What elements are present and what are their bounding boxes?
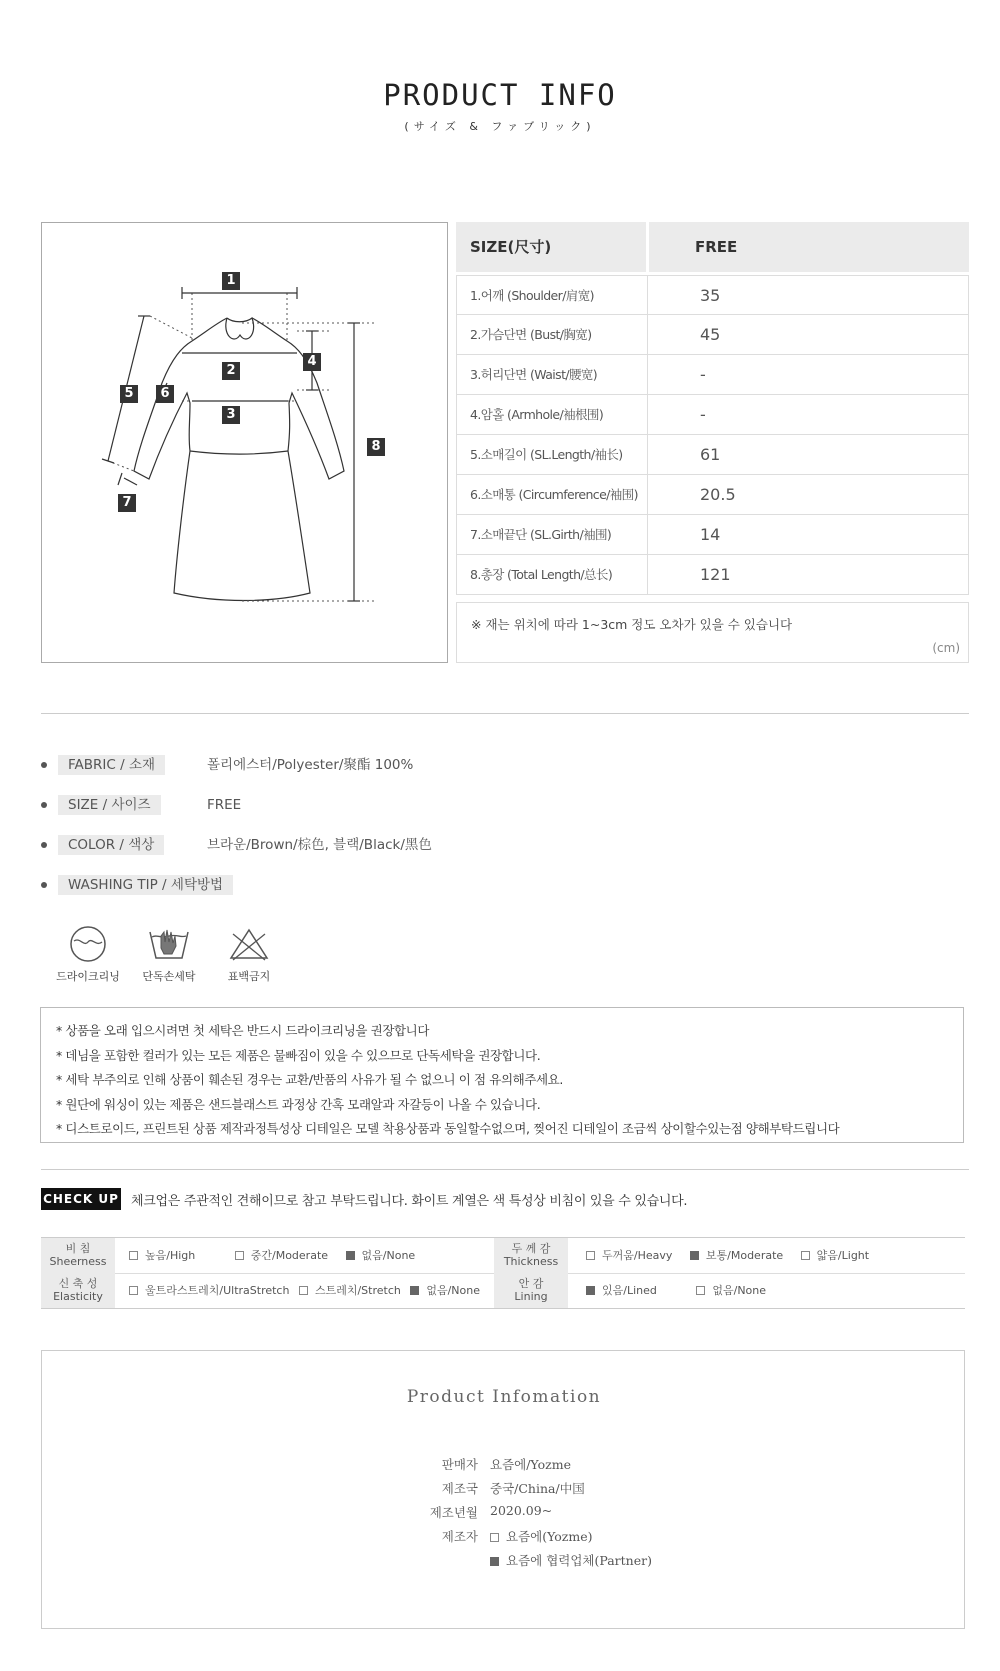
washing-item [48, 924, 128, 984]
divider [41, 1169, 969, 1170]
option[interactable] [129, 1273, 289, 1308]
row-value: 45 [700, 325, 721, 344]
washing-label: 단독손세탁 [142, 970, 196, 983]
option-label: 없음/None [426, 1284, 480, 1297]
thickness-en: Thickness [503, 1255, 559, 1268]
measurement-note-box [456, 602, 969, 663]
table-row [456, 315, 969, 355]
checkbox[interactable] [586, 1251, 595, 1260]
elasticity-options [129, 1273, 494, 1308]
table-row [456, 475, 969, 515]
product-information-title: Product Infomation [406, 1387, 602, 1407]
option[interactable] [801, 1238, 869, 1273]
washing-label: 표백금지 [227, 970, 271, 983]
table-row [456, 395, 969, 435]
maker-option-label: 요즘에 협력업체(Partner) [506, 1553, 652, 1568]
measurement-note: ※ 재는 위치에 따라 1~3cm 정도 오차가 있을 수 있습니다 [471, 617, 793, 632]
option-label: 얇음/Light [816, 1249, 870, 1262]
marker-7: 7 [118, 494, 136, 512]
row-value: 61 [700, 445, 721, 464]
option[interactable] [299, 1273, 401, 1308]
maker-option-label: 요즘에(Yozme) [506, 1529, 593, 1544]
size-value: FREE [207, 797, 242, 813]
checkbox-checked[interactable] [410, 1286, 419, 1295]
row-value: 20.5 [700, 485, 736, 504]
marker-1: 1 [222, 272, 240, 290]
washing-item [209, 924, 289, 984]
bullet [41, 882, 47, 888]
elasticity-header [41, 1273, 115, 1308]
maker-option[interactable] [490, 1551, 652, 1569]
elasticity-ko: 신 축 성 [58, 1277, 98, 1290]
row-label: 6.소매통 (Circumference/袖围) [470, 487, 638, 502]
bullet [41, 802, 47, 808]
info-row-seller [42, 1455, 966, 1479]
checkbox[interactable] [801, 1251, 810, 1260]
lining-header [494, 1273, 568, 1308]
table-row [456, 435, 969, 475]
free-column-label: FREE [649, 222, 969, 272]
dry-clean-icon [68, 924, 108, 964]
option[interactable] [235, 1238, 328, 1273]
page-title: PRODUCT INFO [383, 78, 617, 112]
checkbox[interactable] [129, 1286, 138, 1295]
dress-measurement-diagram [41, 222, 448, 663]
color-label: COLOR / 색상 [58, 835, 164, 855]
origin-key: 제조국 [441, 1481, 478, 1496]
fabric-label: FABRIC / 소재 [58, 755, 165, 775]
sheerness-header [41, 1238, 115, 1273]
checkbox-checked[interactable] [586, 1286, 595, 1295]
option[interactable] [586, 1238, 672, 1273]
color-row [41, 835, 941, 857]
table-row [456, 355, 969, 395]
size-label: SIZE / 사이즈 [58, 795, 161, 815]
marker-3: 3 [222, 406, 240, 424]
no-bleach-icon [227, 924, 271, 964]
size-row [41, 795, 941, 817]
lining-options [586, 1273, 780, 1308]
origin-value: 중국/China/中国 [490, 1481, 585, 1496]
marker-4: 4 [303, 353, 321, 371]
option-label: 없음/None [361, 1249, 416, 1262]
care-note: * 데님을 포함한 컬러가 있는 모든 제품은 물빠짐이 있을 수 있으므로 단독세탁을 권장합니다. [56, 1047, 541, 1063]
thickness-ko: 두 께 감 [511, 1242, 551, 1255]
unit-label: (cm) [932, 641, 960, 655]
elasticity-en: Elasticity [53, 1290, 103, 1303]
sheerness-en: Sheerness [49, 1255, 107, 1268]
sheerness-options [129, 1238, 429, 1273]
row-label: 4.암홀 (Armhole/袖根围) [470, 407, 604, 422]
bullet [41, 762, 47, 768]
date-key: 제조년월 [429, 1505, 478, 1520]
info-row-maker-partner [42, 1551, 966, 1575]
option[interactable] [690, 1238, 783, 1273]
check-up-badge: CHECK UP [41, 1188, 121, 1210]
table-row [456, 515, 969, 555]
marker-5: 5 [120, 385, 138, 403]
sheerness-ko: 비 침 [65, 1242, 91, 1255]
washing-item [129, 924, 209, 984]
checkbox-checked[interactable] [690, 1251, 699, 1260]
lining-en: Lining [514, 1290, 548, 1303]
marker-8: 8 [367, 438, 385, 456]
option-label: 스트레치/Stretch [314, 1284, 401, 1297]
checkbox-checked[interactable] [346, 1251, 355, 1260]
size-table-header [456, 222, 969, 272]
care-notes-box [40, 1007, 964, 1143]
maker-option[interactable] [490, 1527, 593, 1545]
option[interactable] [346, 1238, 416, 1273]
checkbox[interactable] [129, 1251, 138, 1260]
info-row-date [42, 1503, 966, 1527]
page-subtitle: (サイズ & ファブリック) [404, 120, 596, 133]
care-note: * 세탁 부주의로 인해 상품이 훼손된 경우는 교환/반품의 사유가 될 수 없으니 이 점 유의해주세요. [56, 1072, 563, 1087]
row-label: 2.가슴단면 (Bust/胸宽) [470, 327, 592, 342]
table-row [456, 275, 969, 315]
option[interactable] [696, 1273, 766, 1308]
lining-ko: 안 감 [518, 1277, 544, 1290]
row-label: 1.어깨 (Shoulder/肩宽) [470, 288, 594, 303]
divider [41, 713, 969, 714]
row-value: - [700, 405, 706, 424]
row-label: 5.소매길이 (SL.Length/袖长) [470, 447, 623, 462]
checkbox[interactable] [490, 1533, 499, 1542]
row-label: 3.허리단면 (Waist/腰宽) [470, 367, 598, 382]
hand-wash-icon [147, 924, 191, 964]
washing-label: WASHING TIP / 세탁방법 [58, 875, 233, 895]
fabric-value: 폴리에스터/Polyester/聚酯 100% [207, 757, 414, 773]
row-label: 8.총장 (Total Length/总长) [470, 567, 613, 582]
care-note: * 상품을 오래 입으시려면 첫 세탁은 반드시 드라이크리닝을 권장합니다 [56, 1023, 430, 1038]
option-label: 높음/High [145, 1249, 196, 1262]
marker-6: 6 [156, 385, 174, 403]
check-up-note: 체크업은 주관적인 견해이므로 참고 부탁드립니다. 화이트 계열은 색 특성상 비침이 있을 수 있습니다. [131, 1194, 688, 1209]
seller-key: 판매자 [441, 1457, 478, 1472]
table-row [456, 555, 969, 595]
washing-label: 드라이크리닝 [56, 970, 120, 983]
option-label: 있음/Lined [602, 1284, 657, 1297]
row-value: 14 [700, 525, 721, 544]
option-label: 중간/Moderate [250, 1249, 329, 1262]
option[interactable] [410, 1273, 480, 1308]
option[interactable] [129, 1238, 195, 1273]
option[interactable] [586, 1273, 657, 1308]
option-label: 두꺼움/Heavy [602, 1249, 673, 1262]
row-value: 35 [700, 286, 721, 305]
row-value: 121 [700, 565, 731, 584]
thickness-header [494, 1238, 568, 1273]
info-row-origin [42, 1479, 966, 1503]
bullet [41, 842, 47, 848]
product-information-box [41, 1350, 965, 1629]
dress-illustration [42, 223, 447, 662]
row-label: 7.소매끝단 (SL.Girth/袖围) [470, 527, 612, 542]
seller-value: 요즘에/Yozme [490, 1457, 571, 1472]
option-label: 보통/Moderate [705, 1249, 784, 1262]
thickness-options [586, 1238, 883, 1273]
check-up-table [41, 1237, 965, 1309]
color-value: 브라운/Brown/棕色, 블랙/Black/黑色 [207, 837, 432, 853]
option-label: 없음/None [712, 1284, 767, 1297]
checkbox[interactable] [696, 1286, 705, 1295]
fabric-row [41, 755, 941, 777]
marker-2: 2 [222, 362, 240, 380]
size-column-label: SIZE(尺寸) [456, 222, 646, 272]
maker-key: 제조자 [441, 1529, 478, 1544]
option-label: 울트라스트레치/UltraStretch [145, 1284, 290, 1297]
care-note: * 원단에 워싱이 있는 제품은 샌드블래스트 과정상 간혹 모래알과 자갈등이 나올 수 있습니다. [56, 1096, 541, 1112]
care-note: * 디스트로이드, 프린트된 상품 제작과정특성상 디테일은 모델 착용상품과 동일할수없으며, 찢어진 디테일이 조금씩 상이할수있는점 양해부탁드립니다 [56, 1121, 840, 1136]
date-value: 2020.09~ [490, 1503, 553, 1518]
checkbox[interactable] [235, 1251, 244, 1260]
washing-row [41, 875, 941, 897]
checkbox-checked[interactable] [490, 1557, 499, 1566]
size-table [456, 275, 969, 595]
check-row [41, 1273, 965, 1308]
checkbox[interactable] [299, 1286, 308, 1295]
info-row-maker [42, 1527, 966, 1551]
row-value: - [700, 365, 706, 384]
check-row [41, 1238, 965, 1273]
